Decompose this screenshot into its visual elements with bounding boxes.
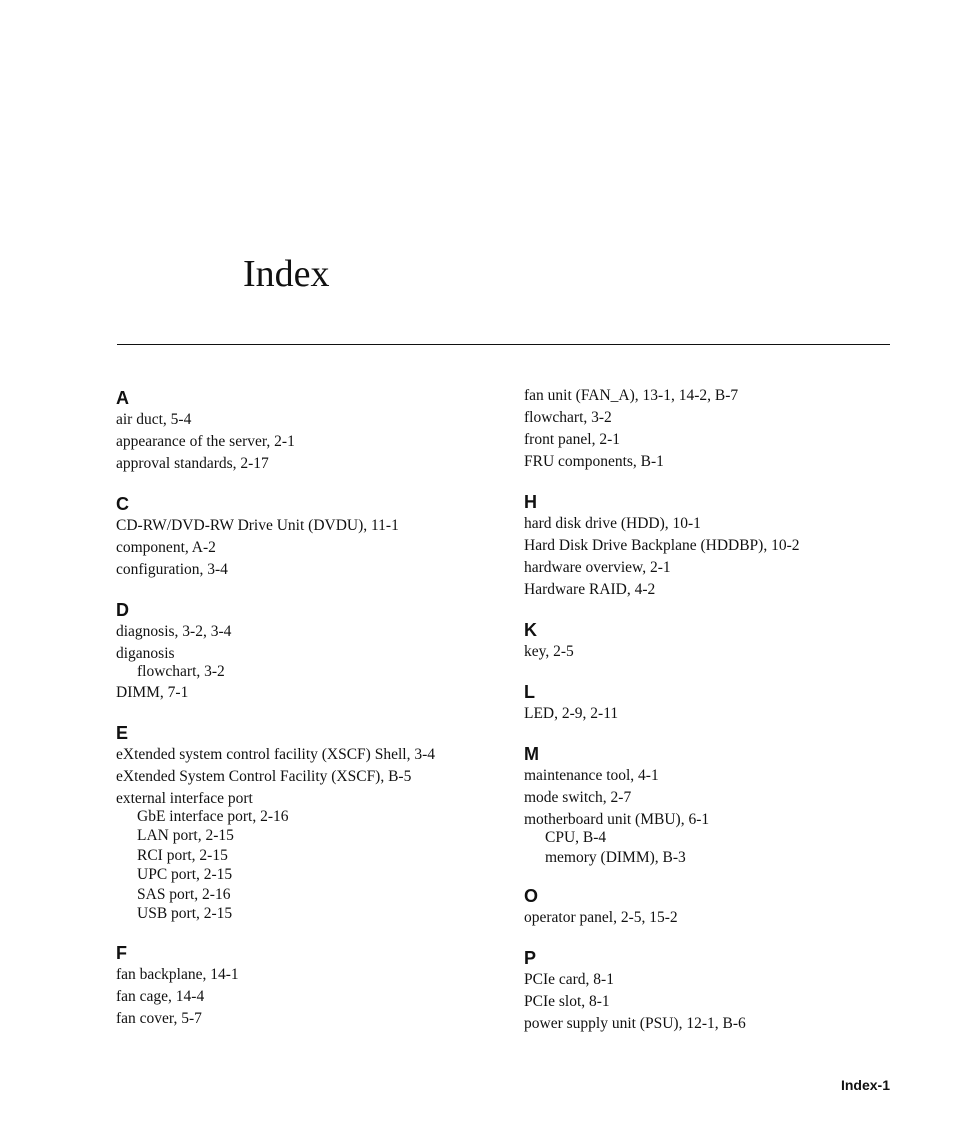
index-entry: appearance of the server, 2-1 [116,433,295,450]
section-gap [524,867,914,885]
index-entry: CD-RW/DVD-RW Drive Unit (DVDU), 11-1 [116,517,399,534]
index-section [524,947,914,1035]
index-entry: eXtended System Control Facility (XSCF), B-5 [116,767,412,785]
index-entry: PCIe card, 8-1 [524,971,614,988]
section-gap [524,663,914,681]
index-section [116,493,506,581]
index-entry: component, A-2 [116,539,216,556]
index-entry: DIMM, 7-1 [116,683,189,701]
index-entry: maintenance tool, 4-1 [524,767,659,784]
index-section [524,619,914,663]
index-section [524,743,914,867]
index-subentry: LAN port, 2-15 [137,827,234,844]
index-entry: approval standards, 2-17 [116,455,269,472]
section-letter: C [116,494,129,514]
section-gap [116,475,506,493]
index-section [116,942,506,1030]
section-gap [524,601,914,619]
index-entry: motherboard unit (MBU), 6-1 [524,811,710,828]
section-letter: H [524,492,537,512]
index-entry: configuration, 3-4 [116,561,228,578]
section-letter: D [116,600,129,620]
index-entry: LED, 2-9, 2-11 [524,705,619,722]
index-entry: external interface port [116,789,253,807]
index-entry: diagnosis, 3-2, 3-4 [116,623,232,640]
index-entry: fan unit (FAN_A), 13-1, 14-2, B-7 [524,387,739,404]
section-letter: L [524,682,535,702]
index-section [116,599,506,704]
section-letter: K [524,620,537,640]
index-entry: front panel, 2-1 [524,431,620,448]
section-gap [116,704,506,722]
index-entry: hardware overview, 2-1 [524,559,671,576]
section-letter: O [524,886,539,906]
index-section [524,885,914,929]
title-divider [117,344,890,345]
index-section [524,491,914,601]
section-gap [116,924,506,942]
index-entry: key, 2-5 [524,643,574,660]
section-letter: E [116,722,129,743]
index-entry: hard disk drive (HDD), 10-1 [524,515,701,532]
index-subentry: CPU, B-4 [545,829,607,846]
section-letter: M [524,744,539,764]
index-entry: Hard Disk Drive Backplane (HDDBP), 10-2 [524,537,800,554]
index-entry: flowchart, 3-2 [524,409,612,426]
index-entry: power supply unit (PSU), 12-1, B-6 [524,1015,746,1032]
section-gap [524,725,914,743]
index-column-right [524,385,914,1035]
index-entry: fan cage, 14-4 [116,987,205,1005]
section-gap [524,929,914,947]
section-gap [116,581,506,599]
page-number: Index-1 [840,1077,890,1093]
index-entry: air duct, 5-4 [116,411,192,428]
index-entry: mode switch, 2-7 [524,789,632,806]
index-entry: fan cover, 5-7 [116,1009,202,1027]
index-section [116,387,506,475]
index-section [524,385,914,473]
index-subentry: UPC port, 2-15 [137,866,233,883]
page-title: Index [243,253,330,295]
section-letter: F [116,942,127,963]
index-subentry: flowchart, 3-2 [137,663,225,680]
index-subentry: memory (DIMM), B-3 [545,848,686,866]
index-entry: FRU components, B-1 [524,453,664,470]
index-entry: Hardware RAID, 4-2 [524,581,656,598]
index-subentry: USB port, 2-15 [137,905,233,922]
index-column-left [116,387,506,1030]
section-letter: A [116,388,129,408]
index-section [116,722,506,924]
index-subentry: SAS port, 2-16 [137,885,231,903]
index-subentry: RCI port, 2-15 [137,846,228,864]
index-section [524,681,914,725]
index-entry: operator panel, 2-5, 15-2 [524,909,678,926]
index-entry: PCIe slot, 8-1 [524,993,610,1010]
index-subentry: GbE interface port, 2-16 [137,807,289,825]
section-letter: P [524,948,537,968]
index-entry: eXtended system control facility (XSCF) Shell, 3-4 [116,745,435,763]
index-entry: fan backplane, 14-1 [116,965,239,983]
index-entry: diganosis [116,645,175,662]
section-gap [524,473,914,491]
